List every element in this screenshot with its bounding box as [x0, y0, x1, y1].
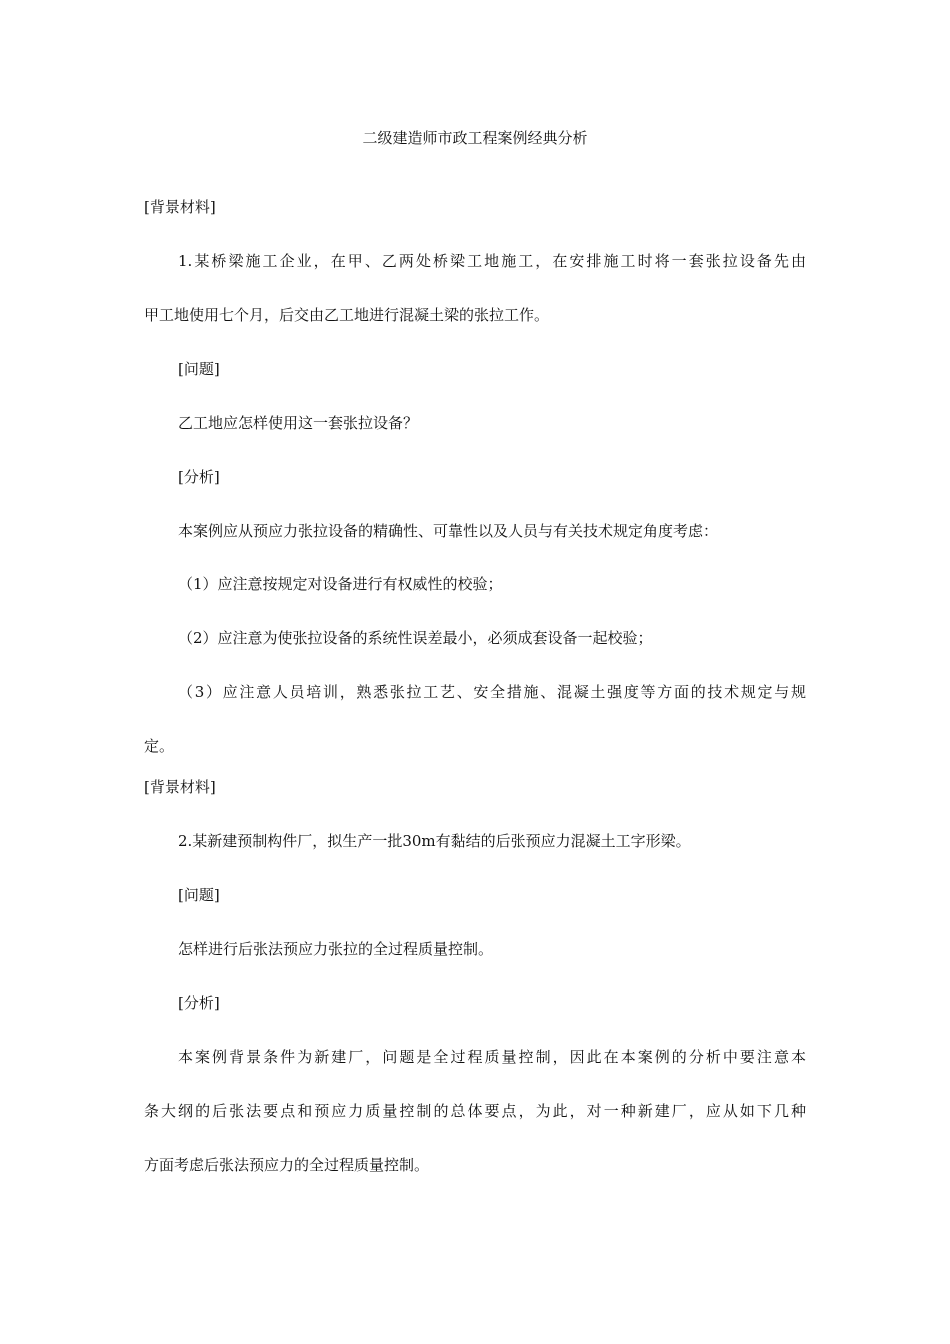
- case1-analysis-label: [分析]: [178, 468, 220, 486]
- case1-paragraph-line2: 甲工地使用七个月，后交由乙工地进行混凝土梁的张拉工作。: [144, 306, 550, 324]
- case1-point3-line2: 定。: [144, 737, 175, 755]
- case1-point3-line1: （3）应注意人员培训，熟悉张拉工艺、安全措施、混凝土强度等方面的技术规定与规: [178, 683, 806, 701]
- case2-question: 怎样进行后张法预应力张拉的全过程质量控制。: [178, 940, 494, 958]
- case2-background-label: [背景材料]: [144, 778, 216, 796]
- document-title: 二级建造师市政工程案例经典分析: [362, 129, 588, 147]
- case2-analysis-label: [分析]: [178, 994, 220, 1012]
- case1-paragraph-line1: 1.某桥梁施工企业，在甲、乙两处桥梁工地施工，在安排施工时将一套张拉设备先由: [178, 252, 806, 270]
- case2-paragraph: 2.某新建预制构件厂，拟生产一批30m有黏结的后张预应力混凝土工字形梁。: [178, 832, 691, 850]
- case1-question: 乙工地应怎样使用这一套张拉设备？: [178, 414, 419, 432]
- case1-question-label: [问题]: [178, 360, 220, 378]
- case1-point2: （2）应注意为使张拉设备的系统性误差最小，必须成套设备一起校验；: [178, 629, 653, 647]
- case1-background-label: [背景材料]: [144, 198, 216, 216]
- case2-analysis-line2: 条大纲的后张法要点和预应力质量控制的总体要点，为此，对一种新建厂，应从如下几种: [144, 1102, 806, 1120]
- case2-analysis-line1: 本案例背景条件为新建厂，问题是全过程质量控制，因此在本案例的分析中要注意本: [178, 1048, 806, 1066]
- case1-point1: （1）应注意按规定对设备进行有权威性的校验；: [178, 575, 503, 593]
- case2-question-label: [问题]: [178, 886, 220, 904]
- case1-analysis-intro: 本案例应从预应力张拉设备的精确性、可靠性以及人员与有关技术规定角度考虑：: [178, 522, 719, 540]
- case2-analysis-line3: 方面考虑后张法预应力的全过程质量控制。: [144, 1156, 430, 1174]
